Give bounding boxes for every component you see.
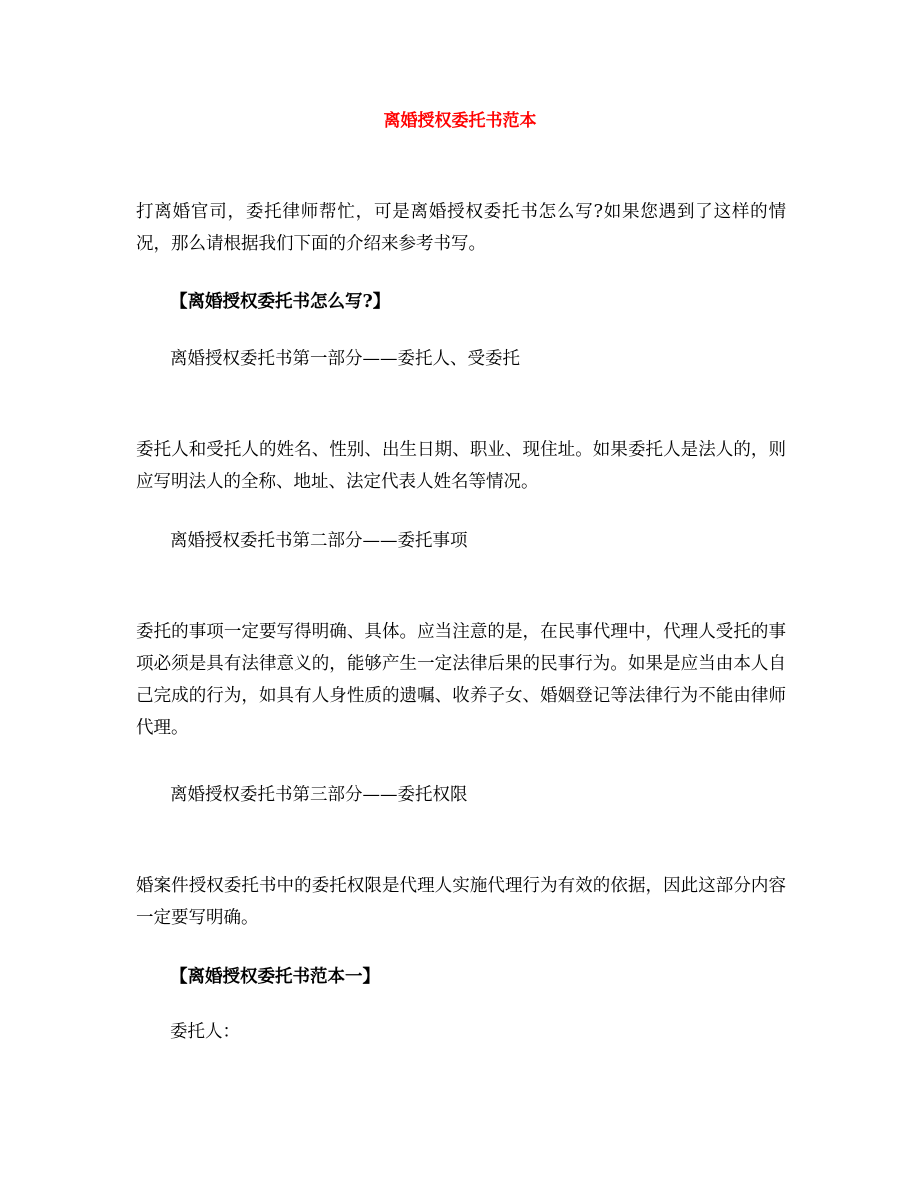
heading-how-to-write: 【离婚授权委托书怎么写?】 — [170, 292, 391, 312]
intro-paragraph: 打离婚官司，委托律师帮忙，可是离婚授权委托书怎么写?如果您遇到了这样的情况，那么请根据我们下面的介绍来参考书写。 — [136, 202, 786, 254]
principal-label: 委托人： — [170, 1022, 240, 1042]
part1-title: 离婚授权委托书第一部分——委托人、受委托 — [170, 349, 520, 369]
part2-title: 离婚授权委托书第二部分——委托事项 — [170, 531, 468, 551]
heading-sample-one: 【离婚授权委托书范本一】 — [170, 967, 380, 987]
part3-title: 离婚授权委托书第三部分——委托权限 — [170, 785, 468, 805]
part2-body: 委托的事项一定要写得明确、具体。应当注意的是，在民事代理中，代理人受托的事项必须是具有法律意义的，能够产生一定法律后果的民事行为。如果是应当由本人自己完成的行为，如具有人身性质的遗嘱、收养子女、婚姻登记等法律行为不能由律师代理。 — [136, 622, 786, 738]
part1-body: 委托人和受托人的姓名、性别、出生日期、职业、现住址。如果委托人是法人的，则应写明法人的全称、地址、法定代表人姓名等情况。 — [136, 440, 786, 492]
part3-body: 婚案件授权委托书中的委托权限是代理人实施代理行为有效的依据，因此这部分内容一定要写明确。 — [136, 876, 786, 928]
document-title: 离婚授权委托书范本 — [383, 111, 537, 131]
